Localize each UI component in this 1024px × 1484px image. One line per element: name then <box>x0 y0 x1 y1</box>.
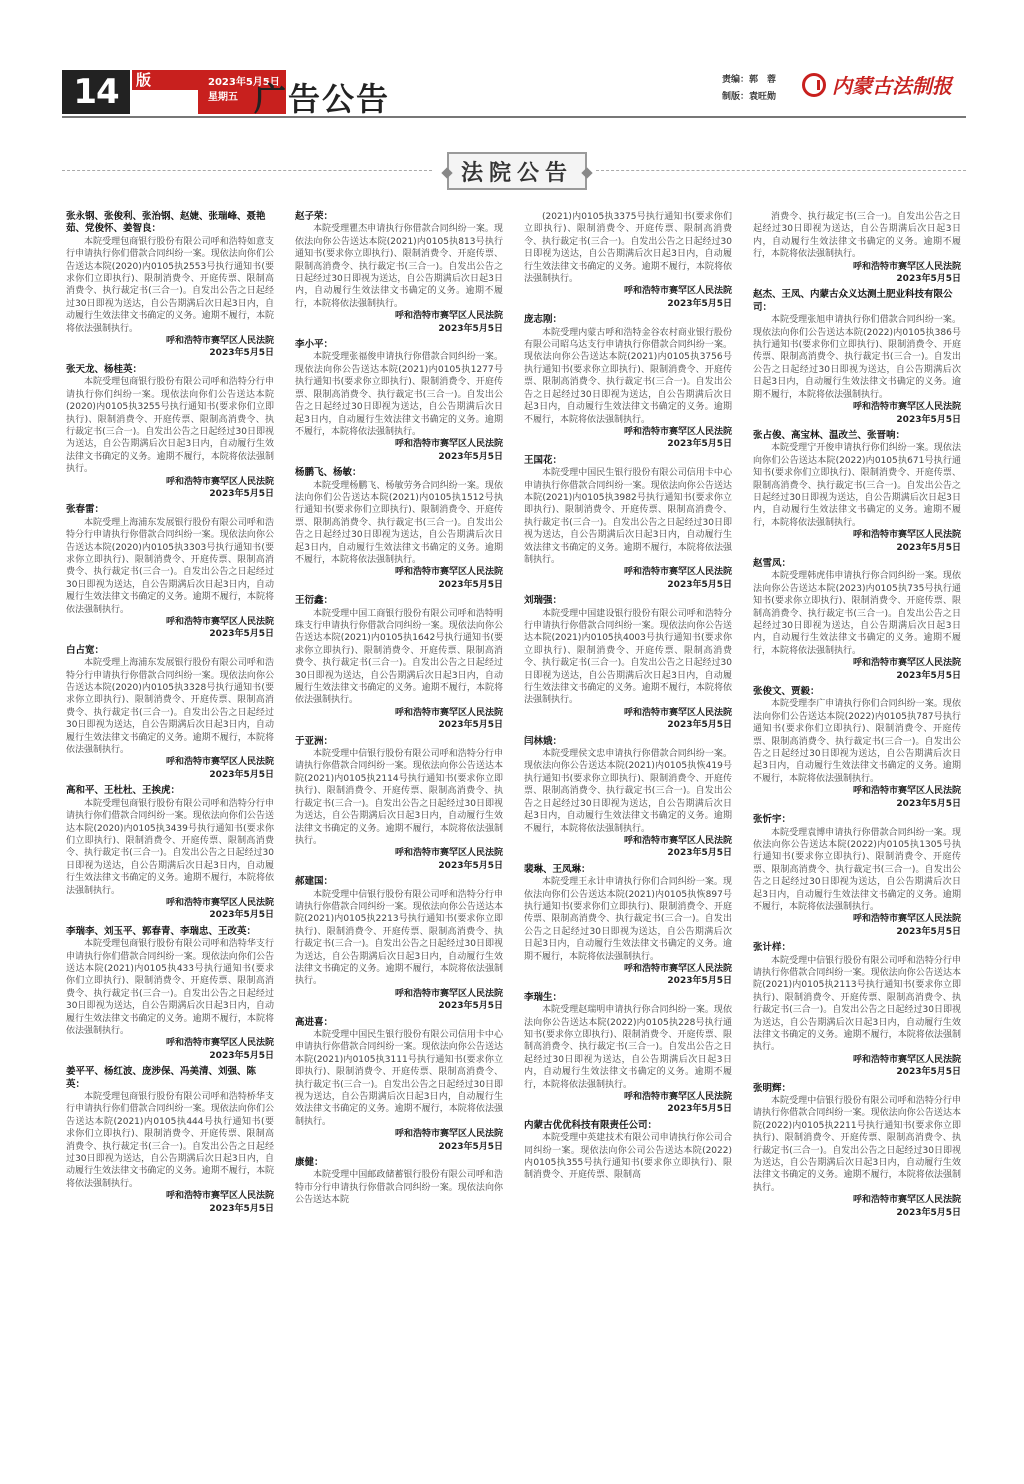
newspaper-brand <box>802 70 952 99</box>
court-notice <box>753 430 961 554</box>
notice-parties: 李小平： <box>295 339 334 351</box>
court-notice <box>295 339 503 463</box>
notice-date: 2023年5月5日 <box>667 848 732 859</box>
notice-court: 呼和浩特市赛罕区人民法院 <box>623 426 732 437</box>
notice-court: 呼和浩特市赛罕区人民法院 <box>852 1195 961 1206</box>
court-notice <box>524 455 732 591</box>
notice-parties: 赵子荣： <box>295 211 334 222</box>
notice-body: 本院受理韩虎伟申请执行你合同纠纷一案。现依法向你公告送达本院(2023)内0105执735号执行通知书(要求你立即执行)、限制消费令、开庭传票、限制高消费令、执行裁定书(三合一)。自发出公告之日起经过30日即视为送达，自公告期满后次日起3日内，自动履行生效法律文书确定的义务。逾期不履行，本院将依法强制执行。 <box>753 571 961 656</box>
notice-parties: 白占宽： <box>66 644 105 656</box>
notice-parties: 杨鹏飞、杨敏： <box>295 467 362 479</box>
court-notice <box>753 814 961 938</box>
court-notice <box>66 504 274 640</box>
court-notice <box>753 558 961 682</box>
notice-body: (2021)内0105执3375号执行通知书(要求你们立即执行)、限制消费令、开庭传票、限制高消费令、执行裁定书(三合一)。自发出公告之日起经过30日即视为送达，自公告期满后次日起3日内，自动履行生效法律文书确定的义务。逾期不履行，本院将依法强制执行。 <box>524 212 732 285</box>
notice-body: 本院受理宁开俊申请执行你们纠纷一案。现依法向你们公告送达本院(2022)内0105执671号执行通知书(要求你们立即执行)、限制消费令、开庭传票、限制高消费令、执行裁定书(三合一)。自发出公告之日起经过30日即视为送达，自公告期满后次日起3日内，自动履行生效法律文书确定的义务。逾期不履行，本院将依法强制执行。 <box>753 443 961 528</box>
notice-date: 2023年5月5日 <box>667 720 732 731</box>
notice-body: 本院受理中信银行股份有限公司呼和浩特分行申请执行你借款合同纠纷一案。现依法向你公告送达本院(2021)内0105执2114号执行通知书(要求你立即执行)、限制消费令、开庭传票、限制高消费令、执行裁定书(三合一)。自发出公告之日起经过30日即视为送达，自公告期满后次日起3日内，自动履行生效法律文书确定的义务。逾期不履行，本院将依法强制执行。 <box>295 749 503 846</box>
notice-court: 呼和浩特市赛罕区人民法院 <box>623 963 732 974</box>
notice-body: 本院受理上海浦东发展银行股份有限公司呼和浩特分行申请执行你借款合同纠纷一案。现依法向你公告送达本院(2020)内0105执3303号执行通知书(要求你立即执行)、限制消费令、开庭传票、限制高消费令、执行裁定书(三合一)。自发出公告之日起经过30日即视为送达，自公告期满后次日起3日内，自动履行生效法律文书确定的义务。逾期不履行，本院将依法强制执行。 <box>66 517 274 615</box>
notice-court: 呼和浩特市赛罕区人民法院 <box>394 1129 503 1140</box>
notice-court: 呼和浩特市赛罕区人民法院 <box>165 1038 274 1049</box>
notice-body: 本院受理赵瑞明申请执行你合同纠纷一案。现依法向你公告送达本院(2022)内0105执228号执行通知书(要求你立即执行)、限制消费令、开庭传票、限制高消费令、执行裁定书(三合一)。自发出公告之日起经过30日即视为送达，自公告期满后次日起3日内，自动履行生效法律文书确定的义务。逾期不履行，本院将依法强制执行。 <box>524 1005 732 1090</box>
notice-date: 2023年5月5日 <box>896 274 961 285</box>
court-notice <box>524 211 732 310</box>
notice-court: 呼和浩特市赛罕区人民法院 <box>394 439 503 450</box>
court-notice <box>753 211 961 285</box>
notice-parties: 闫林娥： <box>524 735 563 747</box>
notice-court: 呼和浩特市赛罕区人民法院 <box>852 914 961 925</box>
notice-date: 2023年5月5日 <box>438 860 503 871</box>
notice-court: 呼和浩特市赛罕区人民法院 <box>394 988 503 999</box>
notice-court: 呼和浩特市赛罕区人民法院 <box>852 1054 961 1065</box>
column-3 <box>524 211 732 1186</box>
notice-parties: 张忻宇： <box>753 814 792 826</box>
notice-parties: 张占俊、高宝林、温改兰、张晋响： <box>753 429 906 441</box>
notice-body: 本院受理包商银行股份有限公司呼和浩特分行申请执行你们借款合同纠纷一案。现依法向你们公告送达本院(2020)内0105执3439号执行通知书(要求你们立即执行)、限制消费令、开庭传票、限制高消费令、执行裁定书(三合一)。自发出公告之日起经过30日即视为送达，自公告期满后次日起3日内，自动履行生效法律文书确定的义务。逾期不履行，本院将依法强制执行。 <box>66 798 274 896</box>
notice-body: 本院受理中国民生银行股份有限公司信用卡中心申请执行你借款合同纠纷一案。现依法向你公告送达本院(2021)内0105执3111号执行通知书(要求你立即执行)、限制消费令、开庭传票、限制高消费令、执行裁定书(三合一)。自发出公告之日起经过30日即视为送达，自公告期满后次日起3日内，自动履行生效法律文书确定的义务。逾期不履行，本院将依法强制执行。 <box>295 1030 503 1127</box>
notice-court: 呼和浩特市赛罕区人民法院 <box>165 757 274 768</box>
issue-weekday: 星期五 <box>208 92 238 103</box>
notice-court: 呼和浩特市赛罕区人民法院 <box>623 567 732 578</box>
notice-date: 2023年5月5日 <box>896 798 961 809</box>
notice-parties: 张春雷： <box>66 504 105 516</box>
court-notice <box>753 1083 961 1219</box>
notice-court: 呼和浩特市赛罕区人民法院 <box>852 786 961 797</box>
notice-parties: 康健： <box>295 1157 324 1169</box>
notice-date: 2023年5月5日 <box>438 720 503 731</box>
court-notice <box>524 992 732 1116</box>
notice-court: 呼和浩特市赛罕区人民法院 <box>852 402 961 413</box>
notice-parties: 李瑞生： <box>524 991 563 1003</box>
court-notice <box>66 785 274 921</box>
notice-body: 本院受理包商银行股份有限公司呼和浩特桥华支行申请执行你们借款合同纠纷一案。现依法向你们公告送达本院(2021)内0105执444号执行通知书(要求你们立即执行)、限制消费令、开庭传票、限制高消费令、执行裁定书(三合一)。自发出公告之日起经过30日即视为送达，自公告期满后次日起3日内，自动履行生效法律文书确定的义务。逾期不履行，本院将依法强制执行。 <box>66 1092 274 1189</box>
notice-body: 消费令、执行裁定书(三合一)。自发出公告之日起经过30日即视为送达，自公告期满后次日起3日内，自动履行生效法律文书确定的义务。逾期不履行，本院将依法强制执行。 <box>753 212 961 260</box>
notice-date: 2023年5月5日 <box>896 1067 961 1078</box>
court-notice <box>524 1120 732 1182</box>
newspaper-name: 内蒙古法制报 <box>832 74 952 98</box>
notice-parties: 张明辉： <box>753 1082 792 1094</box>
court-notice <box>295 1157 503 1207</box>
notice-parties: 内蒙古优优科技有限责任公司： <box>524 1119 658 1131</box>
notice-parties: 张天龙、杨桂英： <box>66 363 143 375</box>
notice-parties: 赵杰、王凤、内蒙古众义达测土肥业科技有限公司： <box>753 289 953 313</box>
notice-body: 本院受理张旭申请执行你们借款合同纠纷一案。现依法向你们公告送达本院(2022)内0105执386号执行通知书(要求你们立即执行)、限制消费令、开庭传票、限制高消费令、执行裁定书(三合一)。自发出公告之日起经过30日即视为送达，自公告期满后次日起3日内，自动履行生效法律文书确定的义务。逾期不履行，本院将依法强制执行。 <box>753 315 961 400</box>
court-notice <box>295 467 503 591</box>
notice-date: 2023年5月5日 <box>896 542 961 553</box>
page-number: 14 <box>73 72 119 112</box>
court-notice <box>753 289 961 425</box>
notice-parties: 王国花： <box>524 454 563 466</box>
notice-body: 本院受理瞿杰申请执行你借款合同纠纷一案。现依法向你公告送达本院(2021)内0105执813号执行通知书(要求你立即执行)、限制消费令、开庭传票、限制高消费令、执行裁定书(三合一)。自发出公告之日起经过30日即视为送达，自公告期满后次日起3日内，自动履行生效法律文书确定的义务。逾期不履行，本院将依法强制执行。 <box>295 224 503 309</box>
notice-date: 2023年5月5日 <box>667 1104 732 1115</box>
section-banner <box>447 152 587 190</box>
notice-parties: 刘瑞强： <box>524 595 563 607</box>
notice-court: 呼和浩特市赛罕区人民法院 <box>394 567 503 578</box>
notice-date: 2023年5月5日 <box>209 348 274 359</box>
notice-body: 本院受理中国建设银行股份有限公司呼和浩特分行申请执行你借款合同纠纷一案。现依法向你公告送达本院(2021)内0105执4003号执行通知书(要求你立即执行)、限制消费令、开庭传票、限制高消费令、执行裁定书(三合一)。自发出公告之日起经过30日即视为送达，自公告期满后次日起3日内，自动履行生效法律文书确定的义务。逾期不履行，本院将依法强制执行。 <box>524 608 732 706</box>
notice-parties: 王衍鑫： <box>295 595 334 607</box>
notice-body: 本院受理中英建技术有限公司申请执行你公司合同纠纷一案。现依法向你公司公告送达本院(2022)内0105执355号执行通知书(要求你立即执行)、限制消费令、开庭传票、限制高 <box>524 1133 732 1181</box>
notice-body: 本院受理张福俊申请执行你借款合同纠纷一案。现依法向你公告送达本院(2021)内0105执1277号执行通知书(要求你立即执行)、限制消费令、开庭传票、限制高消费令、执行裁定书(三合一)。自发出公告之日起经过30日即视为送达，自公告期满后次日起3日内，自动履行生效法律文书确定的义务。逾期不履行，本院将依法强制执行。 <box>295 352 503 437</box>
court-notice <box>524 864 732 988</box>
notice-parties: 张计样： <box>753 942 792 954</box>
notice-date: 2023年5月5日 <box>209 629 274 640</box>
court-notice <box>66 211 274 360</box>
notice-date: 2023年5月5日 <box>667 439 732 450</box>
notice-body: 本院受理包商银行股份有限公司呼和浩特如意支行申请执行你们借款合同纠纷一案。现依法向你们公告送达本院(2020)内0105执2553号执行通知书(要求你们立即执行)、限制消费令、开庭传票、限制高消费令、执行裁定书(三合一)。自发出公告之日起经过30日即视为送达，自公告期满后次日起3日内，自动履行生效法律文书确定的义务。逾期不履行，本院将依法强制执行。 <box>66 236 274 334</box>
notice-date: 2023年5月5日 <box>438 451 503 462</box>
notice-court: 呼和浩特市赛罕区人民法院 <box>623 286 732 297</box>
notice-body: 本院受理中信银行股份有限公司呼和浩特分行申请执行你借款合同纠纷一案。现依法向你公告送达本院(2022)内0105执2211号执行通知书(要求你立即执行)、限制消费令、开庭传票、限制高消费令、执行裁定书(三合一)。自发出公告之日起经过30日即视为送达，自公告期满后次日起3日内，自动履行生效法律文书确定的义务。逾期不履行，本院将依法强制执行。 <box>753 1096 961 1193</box>
notice-date: 2023年5月5日 <box>438 1141 503 1152</box>
notice-date: 2023年5月5日 <box>438 323 503 334</box>
page-header <box>62 66 966 118</box>
notice-parties: 李瑞李、刘玉平、郭春青、李瑞忠、王改英： <box>66 925 257 937</box>
notice-body: 本院受理内蒙古呼和浩特金谷农村商业银行股份有限公司昭乌达支行申请执行你借款合同纠纷一案。现依法向你公告送达本院(2021)内0105执3756号执行通知书(要求你立即执行)、限制消费令、开庭传票、限制高消费令、执行裁定书(三合一)。自发出公告之日起经过30日即视为送达，自公告期满后次日起3日内，自动履行生效法律文书确定的义务。逾期不履行，本院将依法强制执行。 <box>524 327 732 425</box>
notice-date: 2023年5月5日 <box>896 926 961 937</box>
notice-body: 本院受理李广申请执行你们合同纠纷一案。现依法向你们公告送达本院(2022)内0105执787号执行通知书(要求你们立即执行)、限制消费令、开庭传票、限制高消费令、执行裁定书(三合一)。自发出公告之日起经过30日即视为送达，自公告期满后次日起3日内，自动履行生效法律文书确定的义务。逾期不履行，本院将依法强制执行。 <box>753 699 961 784</box>
court-notice <box>753 686 961 810</box>
notice-court: 呼和浩特市赛罕区人民法院 <box>394 707 503 718</box>
court-notice <box>66 926 274 1062</box>
notice-body: 本院受理袁博申请执行你借款合同纠纷一案。现依法向你公告送达本院(2022)内0105执1305号执行通知书(要求你立即执行)、限制消费令、开庭传票、限制高消费令、执行裁定书(三合一)。自发出公告之日起经过30日即视为送达，自公告期满后次日起3日内，自动履行生效法律文书确定的义务。逾期不履行，本院将依法强制执行。 <box>753 827 961 912</box>
notice-body: 本院受理中国工商银行股份有限公司呼和浩特明珠支行申请执行你借款合同纠纷一案。现依法向你公告送达本院(2021)内0105执1642号执行通知书(要求你立即执行)、限制消费令、开庭传票、限制高消费令、执行裁定书(三合一)。自发出公告之日起经过30日即视为送达，自公告期满后次日起3日内，自动履行生效法律文书确定的义务。逾期不履行，本院将依法强制执行。 <box>295 608 503 706</box>
notice-parties: 庞志刚： <box>524 314 563 326</box>
notice-date: 2023年5月5日 <box>209 1050 274 1061</box>
notice-body: 本院受理杨鹏飞、杨敏劳务合同纠纷一案。现依法向你们公告送达本院(2021)内0105执1512号执行通知书(要求你们立即执行)、限制消费令、开庭传票、限制高消费令、执行裁定书(三合一)。自发出公告之日起经过30日即视为送达，自公告期满后次日起3日内，自动履行生效法律文书确定的义务。逾期不履行，本院将依法强制执行。 <box>295 480 503 565</box>
column-4 <box>753 211 961 1223</box>
section-title: 广告公告 <box>254 80 391 118</box>
notice-body: 本院受理侯文忠申请执行你借款合同纠纷一案。现依法向你公告送达本院(2021)内0105执恢419号执行通知书(要求你立即执行)、限制消费令、开庭传票、限制高消费令、执行裁定书(三合一)。自发出公告之日起经过30日即视为送达，自公告期满后次日起3日内，自动履行生效法律文书确定的义务。逾期不履行，本院将依法强制执行。 <box>524 749 732 834</box>
notice-parties: 于亚洲： <box>295 735 334 747</box>
notice-date: 2023年5月5日 <box>896 414 961 425</box>
court-notice <box>524 314 732 450</box>
notice-body: 本院受理中国民生银行股份有限公司信用卡中心申请执行你借款合同纠纷一案。现依法向你公告送达本院(2021)内0105执3982号执行通知书(要求你立即执行)、限制消费令、开庭传票、限制高消费令、执行裁定书(三合一)。自发出公告之日起经过30日即视为送达，自公告期满后次日起3日内，自动履行生效法律文书确定的义务。逾期不履行，本院将依法强制执行。 <box>524 468 732 565</box>
notice-date: 2023年5月5日 <box>209 488 274 499</box>
banner-text: 法院公告 <box>460 159 573 186</box>
column-2 <box>295 211 503 1211</box>
notice-court: 呼和浩特市赛罕区人民法院 <box>165 336 274 347</box>
notice-date: 2023年5月5日 <box>209 769 274 780</box>
notice-date: 2023年5月5日 <box>438 579 503 590</box>
header-rule <box>62 116 966 118</box>
editor: 责编：郭 蓉 <box>722 75 777 85</box>
notice-date: 2023年5月5日 <box>667 976 732 987</box>
notice-date: 2023年5月5日 <box>209 910 274 921</box>
column-1 <box>66 211 274 1219</box>
court-notice <box>66 645 274 781</box>
court-notice <box>295 1017 503 1153</box>
notice-body: 本院受理中信银行股份有限公司呼和浩特分行申请执行你借款合同纠纷一案。现依法向你公告送达本院(2021)内0105执2213号执行通知书(要求你立即执行)、限制消费令、开庭传票、限制高消费令、执行裁定书(三合一)。自发出公告之日起经过30日即视为送达，自公告期满后次日起3日内，自动履行生效法律文书确定的义务。逾期不履行，本院将依法强制执行。 <box>295 889 503 987</box>
notice-court: 呼和浩特市赛罕区人民法院 <box>165 1191 274 1202</box>
issue-date: 2023年5月5日 <box>208 77 280 88</box>
court-notice <box>753 942 961 1078</box>
notice-body: 本院受理包商银行股份有限公司呼和浩特华支行申请执行你们借款合同纠纷一案。现依法向你们公告送达本院(2021)内0105执433号执行通知书(要求你们立即执行)、限制消费令、开庭传票、限制高消费令、执行裁定书(三合一)。自发出公告之日起经过30日即视为送达，自公告期满后次日起3日内，自动履行生效法律文书确定的义务。逾期不履行，本院将依法强制执行。 <box>66 939 274 1036</box>
editor-credits <box>722 72 776 106</box>
notice-body: 本院受理中信银行股份有限公司呼和浩特分行申请执行你借款合同纠纷一案。现依法向你公告送达本院(2021)内0105执2113号执行通知书(要求你立即执行)、限制消费令、开庭传票、限制高消费令、执行裁定书(三合一)。自发出公告之日起经过30日即视为送达，自公告期满后次日起3日内，自动履行生效法律文书确定的义务。逾期不履行，本院将依法强制执行。 <box>753 955 961 1053</box>
newspaper-logo-icon <box>802 73 826 97</box>
notice-court: 呼和浩特市赛罕区人民法院 <box>623 707 732 718</box>
notice-court: 呼和浩特市赛罕区人民法院 <box>852 261 961 272</box>
notice-court: 呼和浩特市赛罕区人民法院 <box>165 897 274 908</box>
notice-parties: 赵雪凤： <box>753 557 792 569</box>
notice-court: 呼和浩特市赛罕区人民法院 <box>165 476 274 487</box>
court-notice <box>295 211 503 335</box>
court-notice <box>295 595 503 731</box>
notice-body: 本院受理包商银行股份有限公司呼和浩特分行申请执行你们纠纷一案。现依法向你们公告送达本院(2020)内0105执3255号执行通知书(要求你们立即执行)、限制消费令、开庭传票、限制高消费令、执行裁定书(三合一)。自发出公告之日起经过30日即视为送达，自公告期满后次日起3日内，自动履行生效法律文书确定的义务。逾期不履行，本院将依法强制执行。 <box>66 377 274 475</box>
notice-parties: 裴琳、王凤琳： <box>524 863 591 875</box>
banner-line-left <box>62 170 432 171</box>
notice-body: 本院受理中国邮政储蓄银行股份有限公司呼和浩特市分行申请执行你借款合同纠纷一案。现依法向你公告送达本院 <box>295 1170 503 1206</box>
notice-court: 呼和浩特市赛罕区人民法院 <box>852 658 961 669</box>
notice-date: 2023年5月5日 <box>896 670 961 681</box>
notice-date: 2023年5月5日 <box>438 1001 503 1012</box>
notice-parties: 高进喜： <box>295 1016 334 1028</box>
court-notice <box>295 736 503 872</box>
notice-parties: 张俊文、贾毅： <box>753 686 820 698</box>
notice-court: 呼和浩特市赛罕区人民法院 <box>394 311 503 322</box>
court-notice <box>66 1066 274 1215</box>
notice-court: 呼和浩特市赛罕区人民法院 <box>623 1092 732 1103</box>
court-notice <box>66 364 274 500</box>
banner-line-right <box>596 170 966 171</box>
notice-date: 2023年5月5日 <box>896 1207 961 1218</box>
page-number-box <box>62 70 130 114</box>
notice-court: 呼和浩特市赛罕区人民法院 <box>852 530 961 541</box>
notice-date: 2023年5月5日 <box>667 298 732 309</box>
court-notice <box>295 876 503 1012</box>
notice-court: 呼和浩特市赛罕区人民法院 <box>165 617 274 627</box>
notice-parties: 郝建国： <box>295 876 334 888</box>
notice-parties: 张永钢、张俊利、张治钢、赵婕、张瑞峰、聂艳茹、党俊怀、姜智良： <box>66 211 266 235</box>
notice-body: 本院受理上海浦东发展银行股份有限公司呼和浩特分行申请执行你借款合同纠纷一案。现依法向你公告送达本院(2020)内0105执3328号执行通知书(要求你立即执行)、限制消费令、开庭传票、限制高消费令、执行裁定书(三合一)。自发出公告之日起经过30日即视为送达，自公告期满后次日起3日内，自动履行生效法律文书确定的义务。逾期不履行，本院将依法强制执行。 <box>66 658 274 756</box>
producer: 制版：袁旺勋 <box>722 92 777 102</box>
notice-parties: 姜平平、杨红波、庞涉保、冯美清、刘强、陈英： <box>66 1066 257 1090</box>
court-notice <box>524 736 732 860</box>
notice-body: 本院受理王永计申请执行你们合同纠纷一案。现依法向你们公告送达本院(2021)内0105执恢897号执行通知书(要求你们立即执行)、限制消费令、开庭传票、限制高消费令、执行裁定书(三合一)。自发出公告之日起经过30日即视为送达，自公告期满后次日起3日内，自动履行生效法律文书确定的义务。逾期不履行，本院将依法强制执行。 <box>524 877 732 962</box>
notice-court: 呼和浩特市赛罕区人民法院 <box>394 848 503 859</box>
page-label: 版 <box>132 70 200 90</box>
notice-date: 2023年5月5日 <box>667 579 732 590</box>
notice-parties: 高和平、王杜杜、王挨虎： <box>66 785 181 797</box>
court-notice <box>524 595 732 731</box>
notice-court: 呼和浩特市赛罕区人民法院 <box>623 835 732 846</box>
notice-date: 2023年5月5日 <box>209 1203 274 1214</box>
